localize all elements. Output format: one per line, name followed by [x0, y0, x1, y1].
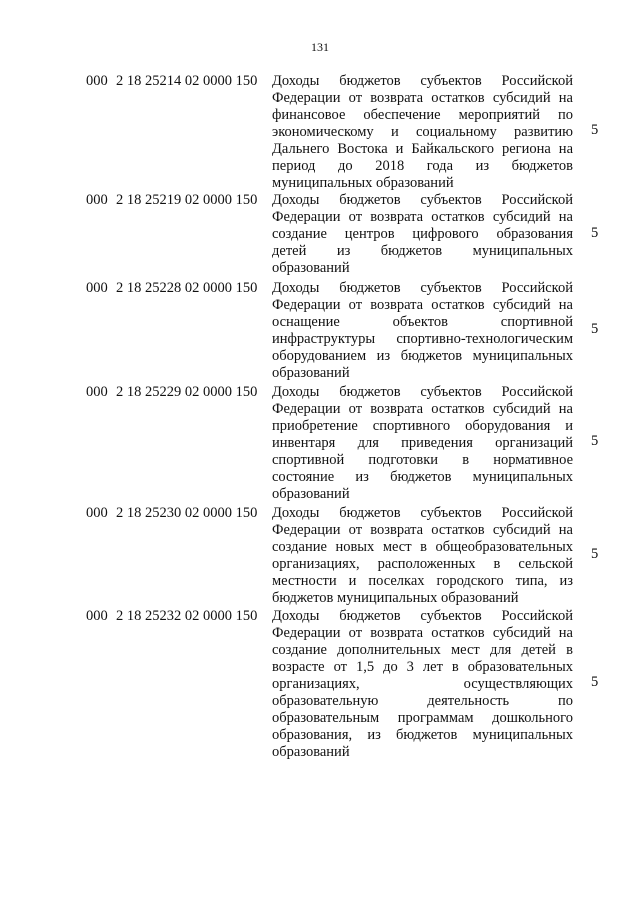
description-line: оснащение объектов спортивной — [272, 314, 573, 330]
budget-classification-code: 2 18 25214 02 0000 150 — [116, 73, 258, 89]
description-line: местности и поселках городского типа, из — [272, 573, 573, 589]
description-line: образований — [272, 744, 350, 760]
description-line: Доходы бюджетов субъектов Российской — [272, 384, 573, 400]
description-line: Дальнего Востока и Байкальского региона на — [272, 141, 573, 157]
description-line: образований — [272, 365, 350, 381]
revenue-description — [272, 73, 573, 192]
description-line: создание дополнительных мест для детей в — [272, 642, 573, 658]
admin-code: 000 — [86, 608, 108, 624]
page-number: 131 — [311, 40, 329, 54]
description-line: Федерации от возврата остатков субсидий на — [272, 297, 573, 313]
revenue-description — [272, 505, 573, 607]
description-line: Доходы бюджетов субъектов Российской — [272, 192, 573, 208]
budget-classification-code: 2 18 25219 02 0000 150 — [116, 192, 258, 208]
description-line: инвентаря для приведения организаций — [272, 435, 573, 451]
admin-code: 000 — [86, 73, 108, 89]
budget-classification-code: 2 18 25228 02 0000 150 — [116, 280, 258, 296]
description-line: создание центров цифрового образования — [272, 226, 573, 242]
description-line: Федерации от возврата остатков субсидий на — [272, 90, 573, 106]
description-line: образований — [272, 260, 350, 276]
amount-value: 5 — [591, 433, 599, 449]
description-line: возрасте от 1,5 до 3 лет в образовательных — [272, 659, 573, 675]
budget-classification-code: 2 18 25230 02 0000 150 — [116, 505, 258, 521]
description-line: организациях, осуществляющих — [272, 676, 573, 692]
description-line: создание новых мест в общеобразовательных — [272, 539, 573, 555]
description-line: приобретение спортивного оборудования и — [272, 418, 573, 434]
description-line: Доходы бюджетов субъектов Российской — [272, 73, 573, 89]
description-line: оборудованием из бюджетов муниципальных — [272, 348, 573, 364]
revenue-description — [272, 608, 573, 761]
description-line: детей из бюджетов муниципальных — [272, 243, 573, 259]
revenue-description — [272, 192, 573, 277]
admin-code: 000 — [86, 505, 108, 521]
description-line: период до 2018 года из бюджетов — [272, 158, 573, 174]
description-line: спортивной подготовки в нормативное — [272, 452, 573, 468]
admin-code: 000 — [86, 280, 108, 296]
description-line: Доходы бюджетов субъектов Российской — [272, 280, 573, 296]
description-line: состояние из бюджетов муниципальных — [272, 469, 573, 485]
description-line: финансовое обеспечение мероприятий по — [272, 107, 573, 123]
amount-value: 5 — [591, 321, 599, 337]
revenue-description — [272, 384, 573, 503]
amount-value: 5 — [591, 546, 599, 562]
amount-value: 5 — [591, 674, 599, 690]
description-line: Федерации от возврата остатков субсидий на — [272, 209, 573, 225]
revenue-description — [272, 280, 573, 382]
admin-code: 000 — [86, 384, 108, 400]
description-line: экономическому и социальному развитию — [272, 124, 573, 140]
description-line: образований — [272, 486, 350, 502]
description-line: инфраструктуры спортивно-технологическим — [272, 331, 573, 347]
description-line: муниципальных образований — [272, 175, 454, 191]
budget-classification-code: 2 18 25232 02 0000 150 — [116, 608, 258, 624]
description-line: образования, из бюджетов муниципальных — [272, 727, 573, 743]
description-line: бюджетов муниципальных образований — [272, 590, 519, 606]
budget-classification-code: 2 18 25229 02 0000 150 — [116, 384, 258, 400]
description-line: образовательную деятельность по — [272, 693, 573, 709]
admin-code: 000 — [86, 192, 108, 208]
amount-value: 5 — [591, 122, 599, 138]
description-line: Федерации от возврата остатков субсидий на — [272, 522, 573, 538]
description-line: Федерации от возврата остатков субсидий на — [272, 625, 573, 641]
description-line: Федерации от возврата остатков субсидий на — [272, 401, 573, 417]
description-line: Доходы бюджетов субъектов Российской — [272, 608, 573, 624]
description-line: организациях, расположенных в сельской — [272, 556, 573, 572]
amount-value: 5 — [591, 225, 599, 241]
description-line: образовательным программам дошкольного — [272, 710, 573, 726]
description-line: Доходы бюджетов субъектов Российской — [272, 505, 573, 521]
